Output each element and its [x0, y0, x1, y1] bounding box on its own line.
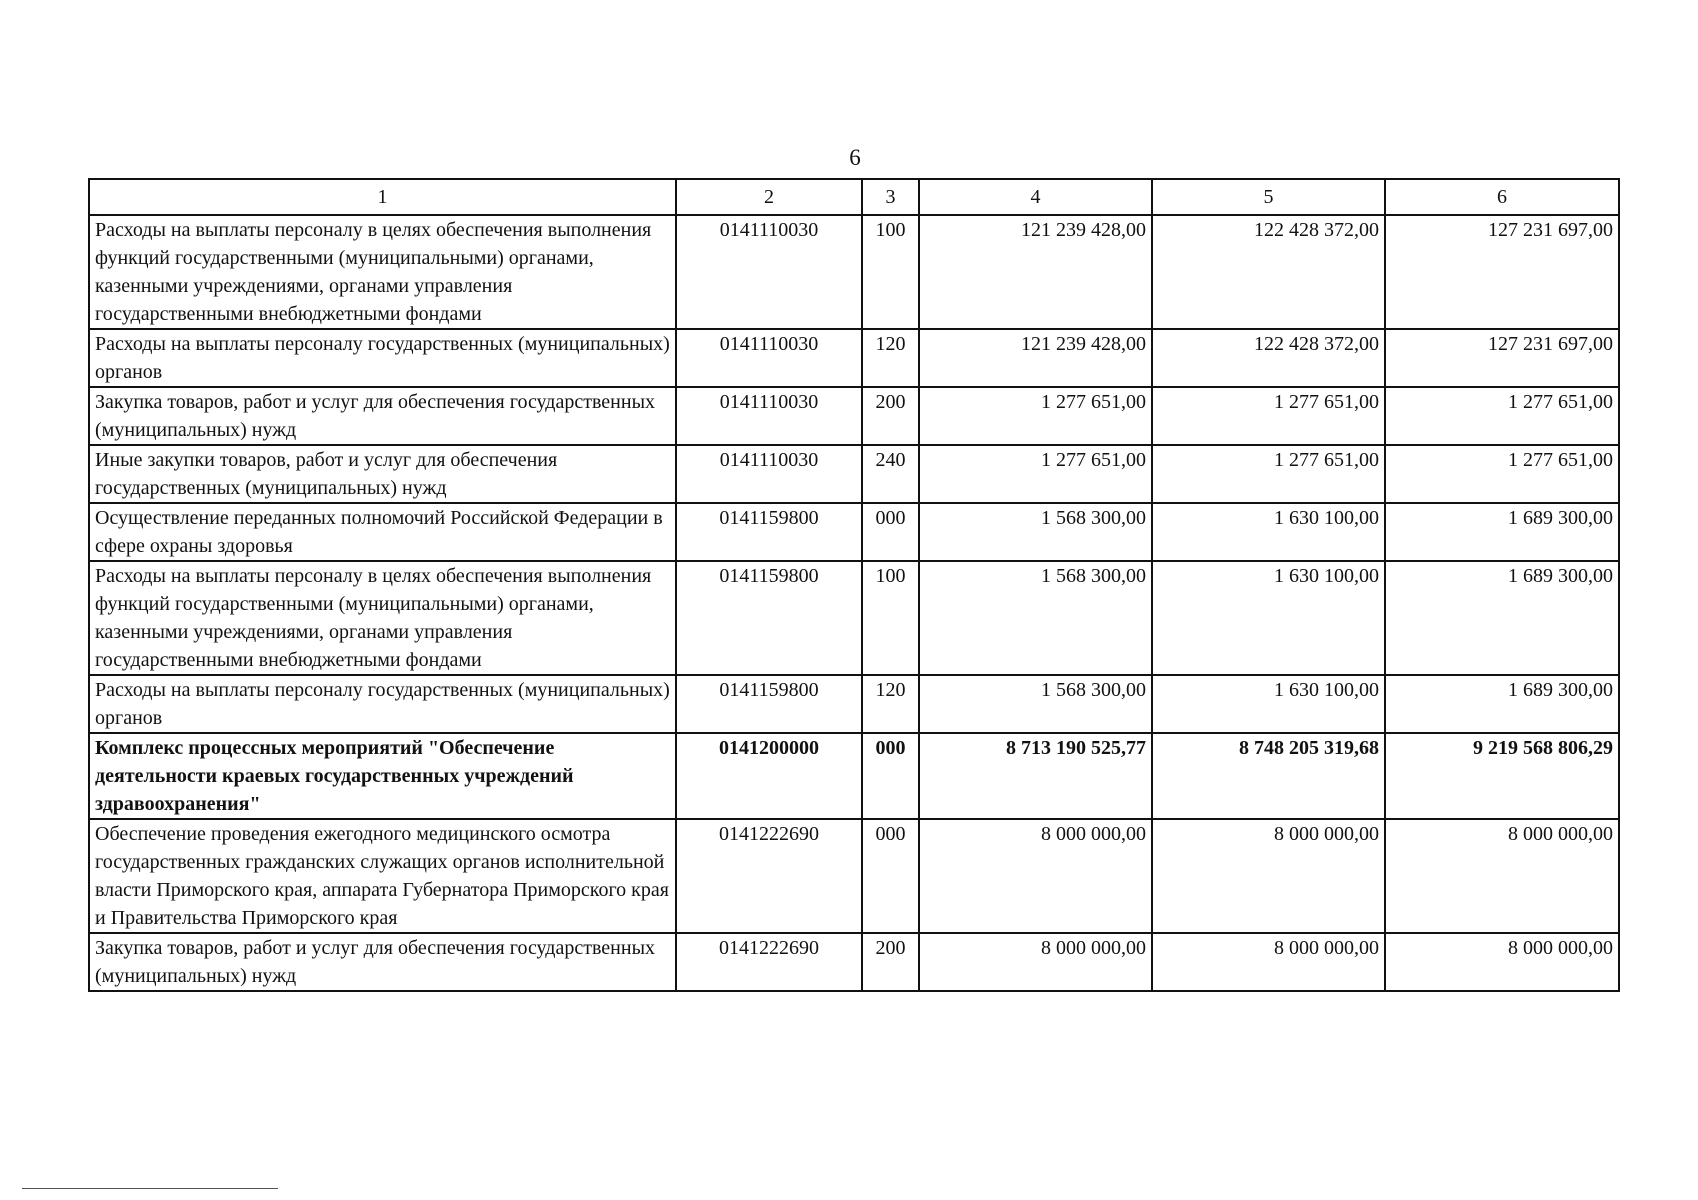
column-header: 5 — [1152, 179, 1385, 215]
amount-col-4: 8 713 190 525,77 — [919, 733, 1152, 819]
target-article-code: 0141222690 — [676, 819, 862, 933]
amount-col-4: 1 568 300,00 — [919, 561, 1152, 675]
column-header: 1 — [89, 179, 676, 215]
expense-type-code: 100 — [862, 561, 919, 675]
amount-col-5: 8 000 000,00 — [1152, 933, 1385, 991]
row-description: Комплекс процессных мероприятий "Обеспечение деятельности краевых государственных учреждений здравоохранения" — [89, 733, 676, 819]
table-row — [89, 933, 1619, 991]
amount-col-5: 122 428 372,00 — [1152, 329, 1385, 387]
amount-col-4: 8 000 000,00 — [919, 933, 1152, 991]
row-description: Закупка товаров, работ и услуг для обеспечения государственных (муниципальных) нужд — [89, 387, 676, 445]
amount-col-5: 1 277 651,00 — [1152, 387, 1385, 445]
amount-col-4: 121 239 428,00 — [919, 329, 1152, 387]
amount-col-4: 1 277 651,00 — [919, 387, 1152, 445]
expense-type-code: 200 — [862, 933, 919, 991]
expense-type-code: 100 — [862, 215, 919, 329]
amount-col-6: 1 689 300,00 — [1385, 561, 1619, 675]
amount-col-5: 8 748 205 319,68 — [1152, 733, 1385, 819]
expense-type-code: 000 — [862, 819, 919, 933]
row-description: Расходы на выплаты персоналу в целях обеспечения выполнения функций государственными (муниципальными) органами, казенными учреждениями, органами управления государственными внебюджетными фондами — [89, 561, 676, 675]
expense-type-code: 120 — [862, 329, 919, 387]
amount-col-4: 121 239 428,00 — [919, 215, 1152, 329]
column-header: 6 — [1385, 179, 1619, 215]
amount-col-4: 8 000 000,00 — [919, 819, 1152, 933]
amount-col-5: 8 000 000,00 — [1152, 819, 1385, 933]
amount-col-5: 1 630 100,00 — [1152, 675, 1385, 733]
target-article-code: 0141110030 — [676, 215, 862, 329]
budget-table — [88, 178, 1620, 992]
amount-col-6: 127 231 697,00 — [1385, 329, 1619, 387]
amount-col-4: 1 277 651,00 — [919, 445, 1152, 503]
table-row-complex-total — [89, 733, 1619, 819]
target-article-code: 0141159800 — [676, 561, 862, 675]
row-description: Расходы на выплаты персоналу государственных (муниципальных) органов — [89, 675, 676, 733]
page-number: 6 — [849, 145, 861, 170]
target-article-code: 0141159800 — [676, 503, 862, 561]
column-header: 2 — [676, 179, 862, 215]
row-description: Обеспечение проведения ежегодного медицинского осмотра государственных гражданских служащих органов исполнительной власти Приморского края, аппарата Губернатора Приморского края и Правительства Приморского края — [89, 819, 676, 933]
amount-col-6: 8 000 000,00 — [1385, 819, 1619, 933]
amount-col-4: 1 568 300,00 — [919, 675, 1152, 733]
amount-col-5: 1 277 651,00 — [1152, 445, 1385, 503]
column-header: 3 — [862, 179, 919, 215]
row-description: Иные закупки товаров, работ и услуг для обеспечения государственных (муниципальных) нужд — [89, 445, 676, 503]
table-row — [89, 329, 1619, 387]
target-article-code: 0141159800 — [676, 675, 862, 733]
amount-col-6: 9 219 568 806,29 — [1385, 733, 1619, 819]
amount-col-5: 122 428 372,00 — [1152, 215, 1385, 329]
amount-col-6: 1 689 300,00 — [1385, 503, 1619, 561]
amount-col-6: 1 277 651,00 — [1385, 387, 1619, 445]
table-row — [89, 561, 1619, 675]
table-row — [89, 675, 1619, 733]
row-description: Осуществление переданных полномочий Российской Федерации в сфере охраны здоровья — [89, 503, 676, 561]
table-row — [89, 819, 1619, 933]
table-row — [89, 445, 1619, 503]
amount-col-6: 1 689 300,00 — [1385, 675, 1619, 733]
row-description: Расходы на выплаты персоналу государственных (муниципальных) органов — [89, 329, 676, 387]
expense-type-code: 120 — [862, 675, 919, 733]
expense-type-code: 000 — [862, 733, 919, 819]
expense-type-code: 000 — [862, 503, 919, 561]
table-row — [89, 215, 1619, 329]
expense-type-code: 200 — [862, 387, 919, 445]
target-article-code: 0141110030 — [676, 445, 862, 503]
target-article-code: 0141110030 — [676, 387, 862, 445]
target-article-code: 0141110030 — [676, 329, 862, 387]
expense-type-code: 240 — [862, 445, 919, 503]
target-article-code: 0141222690 — [676, 933, 862, 991]
table-row — [89, 387, 1619, 445]
amount-col-6: 1 277 651,00 — [1385, 445, 1619, 503]
header-row — [89, 179, 1619, 215]
table-row — [89, 503, 1619, 561]
amount-col-5: 1 630 100,00 — [1152, 561, 1385, 675]
target-article-code: 0141200000 — [676, 733, 862, 819]
row-description: Закупка товаров, работ и услуг для обеспечения государственных (муниципальных) нужд — [89, 933, 676, 991]
amount-col-5: 1 630 100,00 — [1152, 503, 1385, 561]
column-header: 4 — [919, 179, 1152, 215]
amount-col-4: 1 568 300,00 — [919, 503, 1152, 561]
amount-col-6: 127 231 697,00 — [1385, 215, 1619, 329]
amount-col-6: 8 000 000,00 — [1385, 933, 1619, 991]
row-description: Расходы на выплаты персоналу в целях обеспечения выполнения функций государственными (муниципальными) органами, казенными учреждениями, органами управления государственными внебюджетными фондами — [89, 215, 676, 329]
footnote-divider — [22, 1188, 278, 1189]
